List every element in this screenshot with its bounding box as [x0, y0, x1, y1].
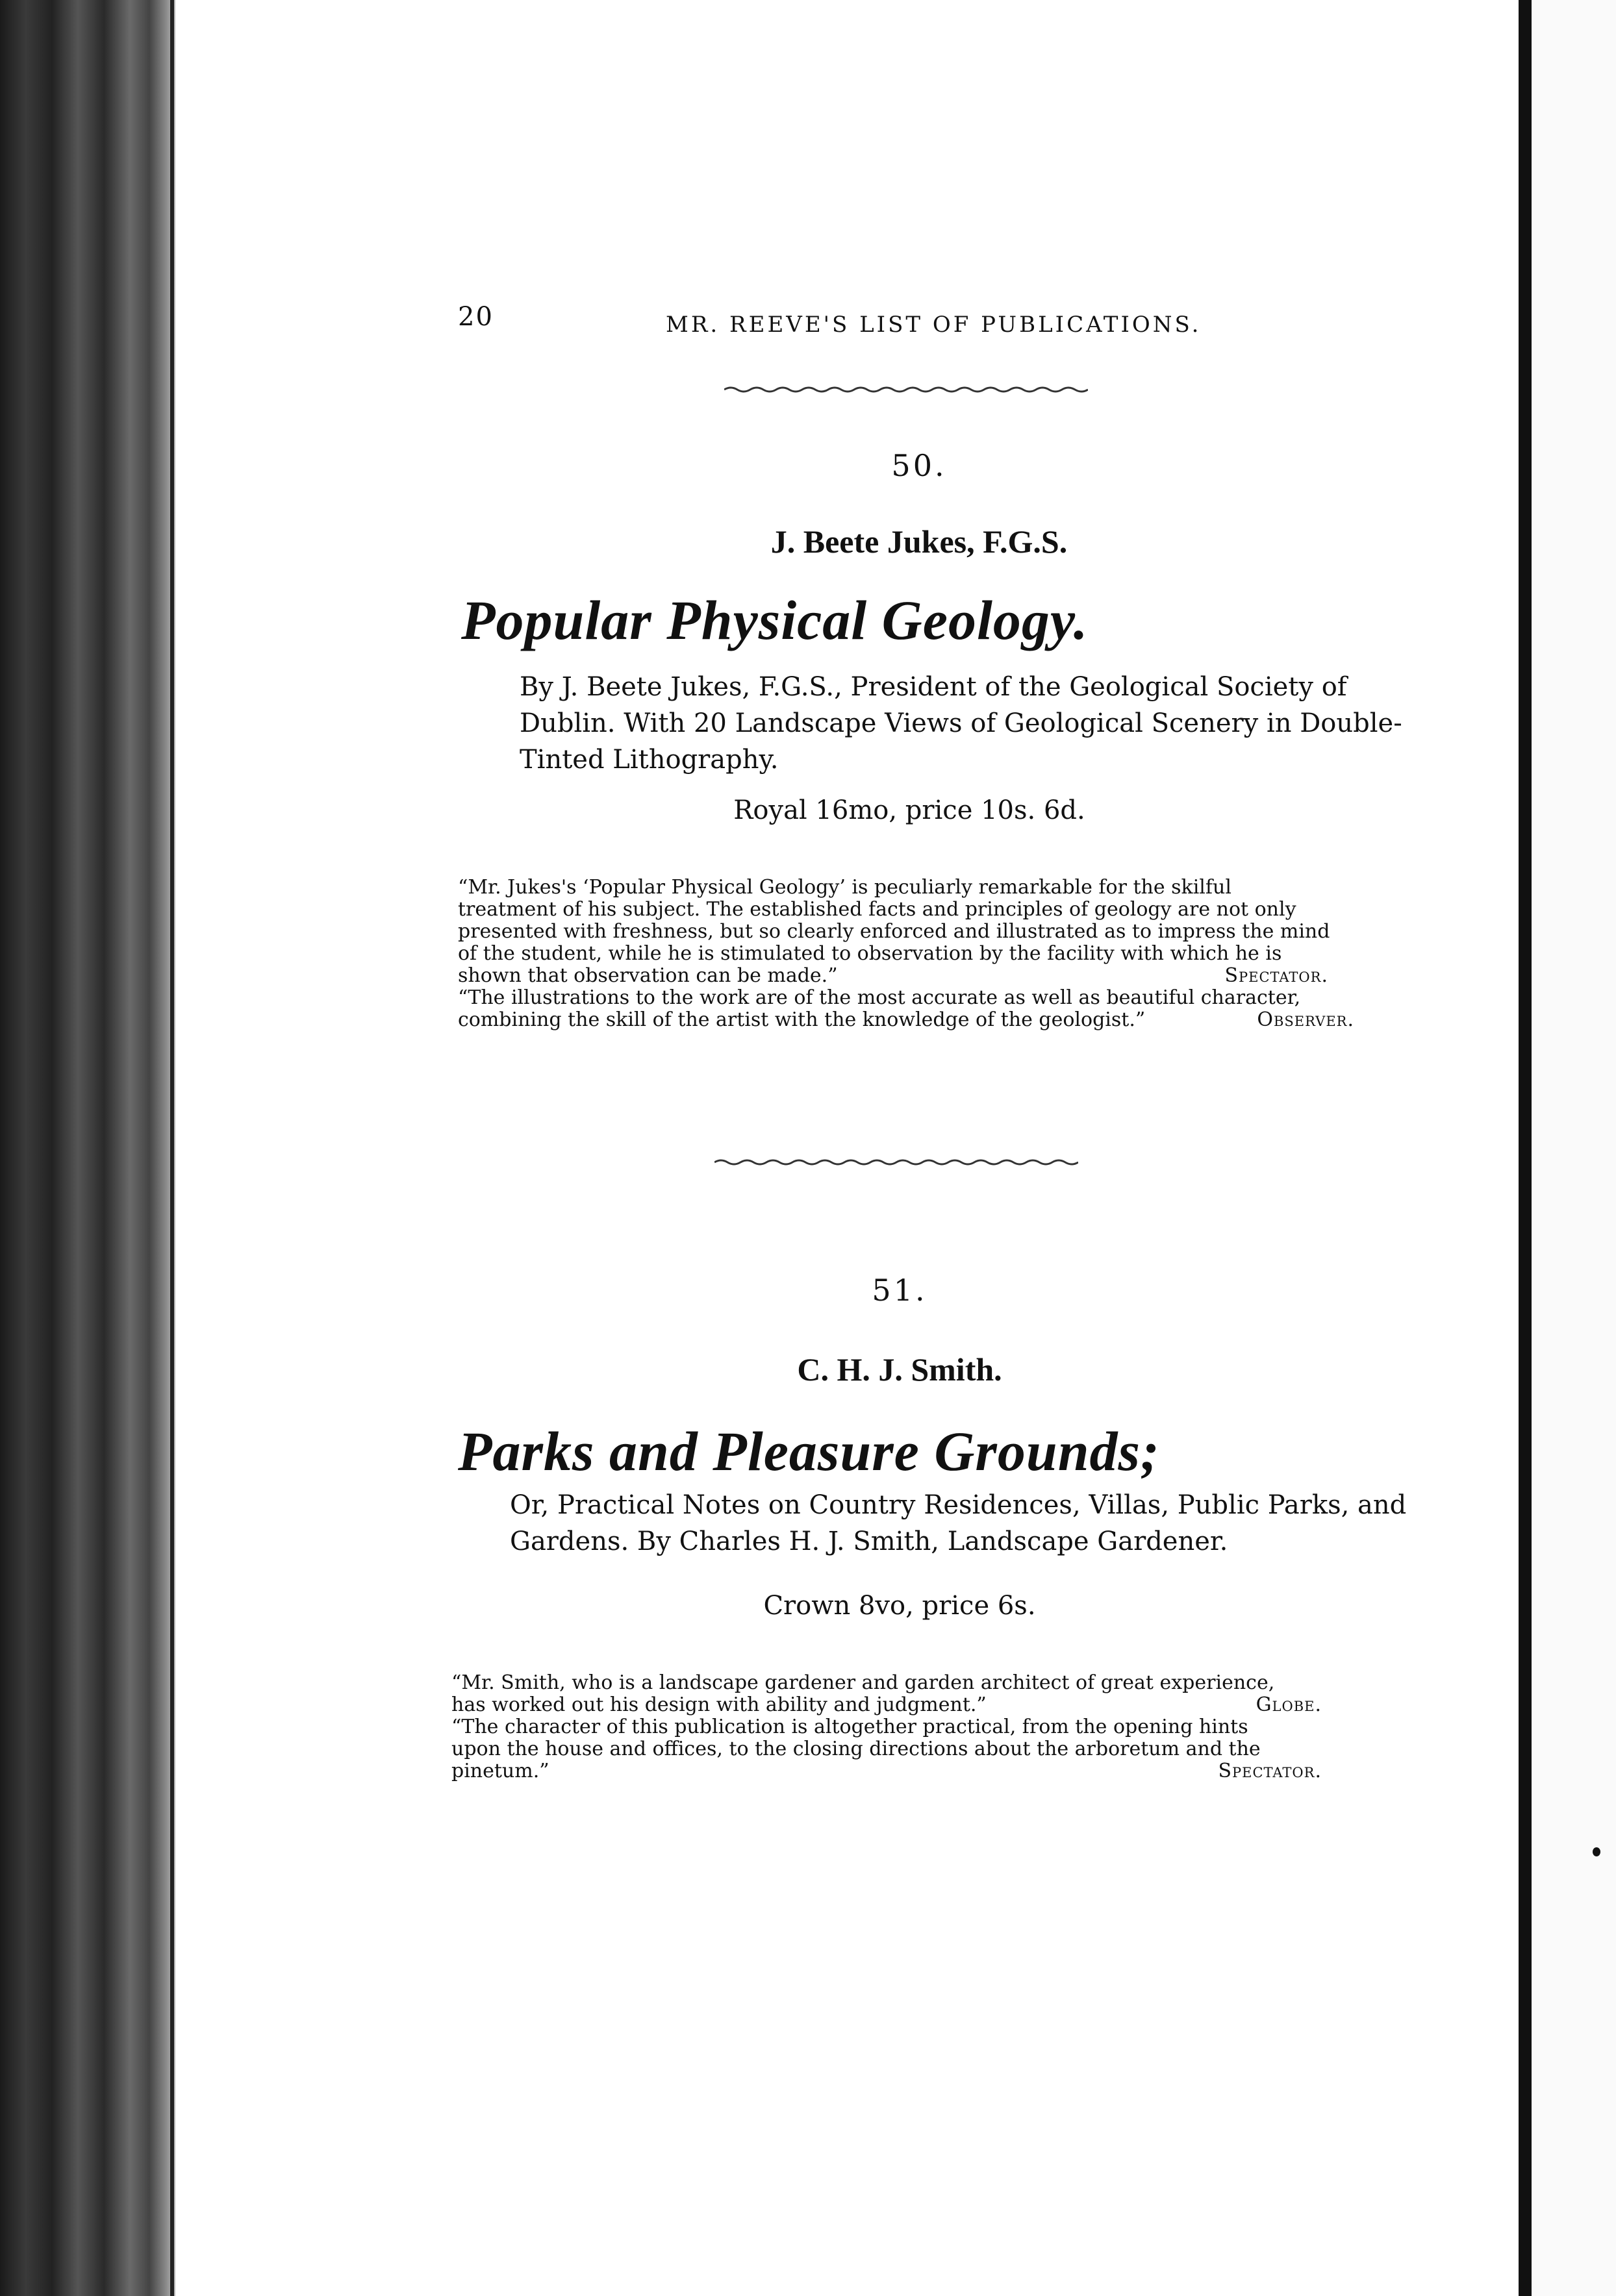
description-line: Or, Practical Notes on Country Residences, Villas, Public Parks, and — [510, 1490, 1407, 1520]
running-head: MR. REEVE'S LIST OF PUBLICATIONS. — [666, 312, 1202, 338]
entry-author: J. Beete Jukes, F.G.S. — [770, 523, 1068, 560]
description-line: Tinted Lithography. — [520, 745, 779, 775]
quote-line: “Mr. Jukes's ‘Popular Physical Geology’ is peculiarly remarkable for the skilful — [458, 876, 1231, 899]
quote-line: of the student, while he is stimulated to observation by the facility with which he is — [458, 942, 1282, 965]
entry-author: C. H. J. Smith. — [797, 1351, 1002, 1388]
quote-line: has worked out his design with ability and judgment.” — [451, 1693, 987, 1716]
quote-attribution: Spectator. — [1224, 964, 1328, 987]
description-line: Dublin. With 20 Landscape Views of Geological Scenery in Double- — [520, 708, 1402, 738]
entry-title: Popular Physical Geology. — [461, 589, 1089, 651]
quote-attribution: Observer. — [1257, 1008, 1354, 1031]
entry-price: Crown 8vo, price 6s. — [763, 1591, 1036, 1621]
ornament-divider — [714, 1156, 1078, 1169]
page-edge-rule — [1519, 0, 1532, 2296]
quote-attribution: Globe. — [1256, 1693, 1322, 1716]
entry-price: Royal 16mo, price 10s. 6d. — [733, 795, 1085, 825]
entry-number: 50. — [891, 448, 947, 483]
entry-description — [520, 669, 1402, 778]
entry-description — [510, 1487, 1407, 1560]
description-line: Gardens. By Charles H. J. Smith, Landscape Gardener. — [510, 1527, 1228, 1556]
quote-line: “The character of this publication is altogether practical, from the opening hints — [451, 1716, 1248, 1738]
ornament-divider — [724, 383, 1088, 396]
entry-number: 51. — [872, 1273, 928, 1308]
ink-dot — [1593, 1847, 1600, 1856]
quote-line: upon the house and offices, to the closing directions about the arboretum and the — [451, 1738, 1261, 1760]
quote-line: shown that observation can be made.” — [458, 964, 838, 987]
quote-line: presented with freshness, but so clearly enforced and illustrated as to impress the mind — [458, 920, 1330, 943]
description-line: By J. Beete Jukes, F.G.S., President of the Geological Society of — [520, 672, 1347, 702]
quote-line: combining the skill of the artist with the knowledge of the geologist.” — [458, 1008, 1146, 1031]
quote-line: “Mr. Smith, who is a landscape gardener and garden architect of great experience, — [451, 1671, 1275, 1694]
right-margin — [1532, 0, 1616, 2296]
gutter-edge — [170, 0, 174, 2296]
entry-title: Parks and Pleasure Grounds; — [458, 1420, 1160, 1482]
quote-attribution: Spectator. — [1218, 1760, 1322, 1782]
quote-line: “The illustrations to the work are of the most accurate as well as beautiful character, — [458, 986, 1301, 1009]
book-spine-gutter — [0, 0, 175, 2296]
quote-line: pinetum.” — [451, 1760, 549, 1782]
page-number: 20 — [458, 302, 494, 332]
quote-line: treatment of his subject. The established facts and principles of geology are not only — [458, 898, 1296, 921]
review-quote — [458, 877, 1354, 1031]
review-quote — [451, 1672, 1348, 1782]
